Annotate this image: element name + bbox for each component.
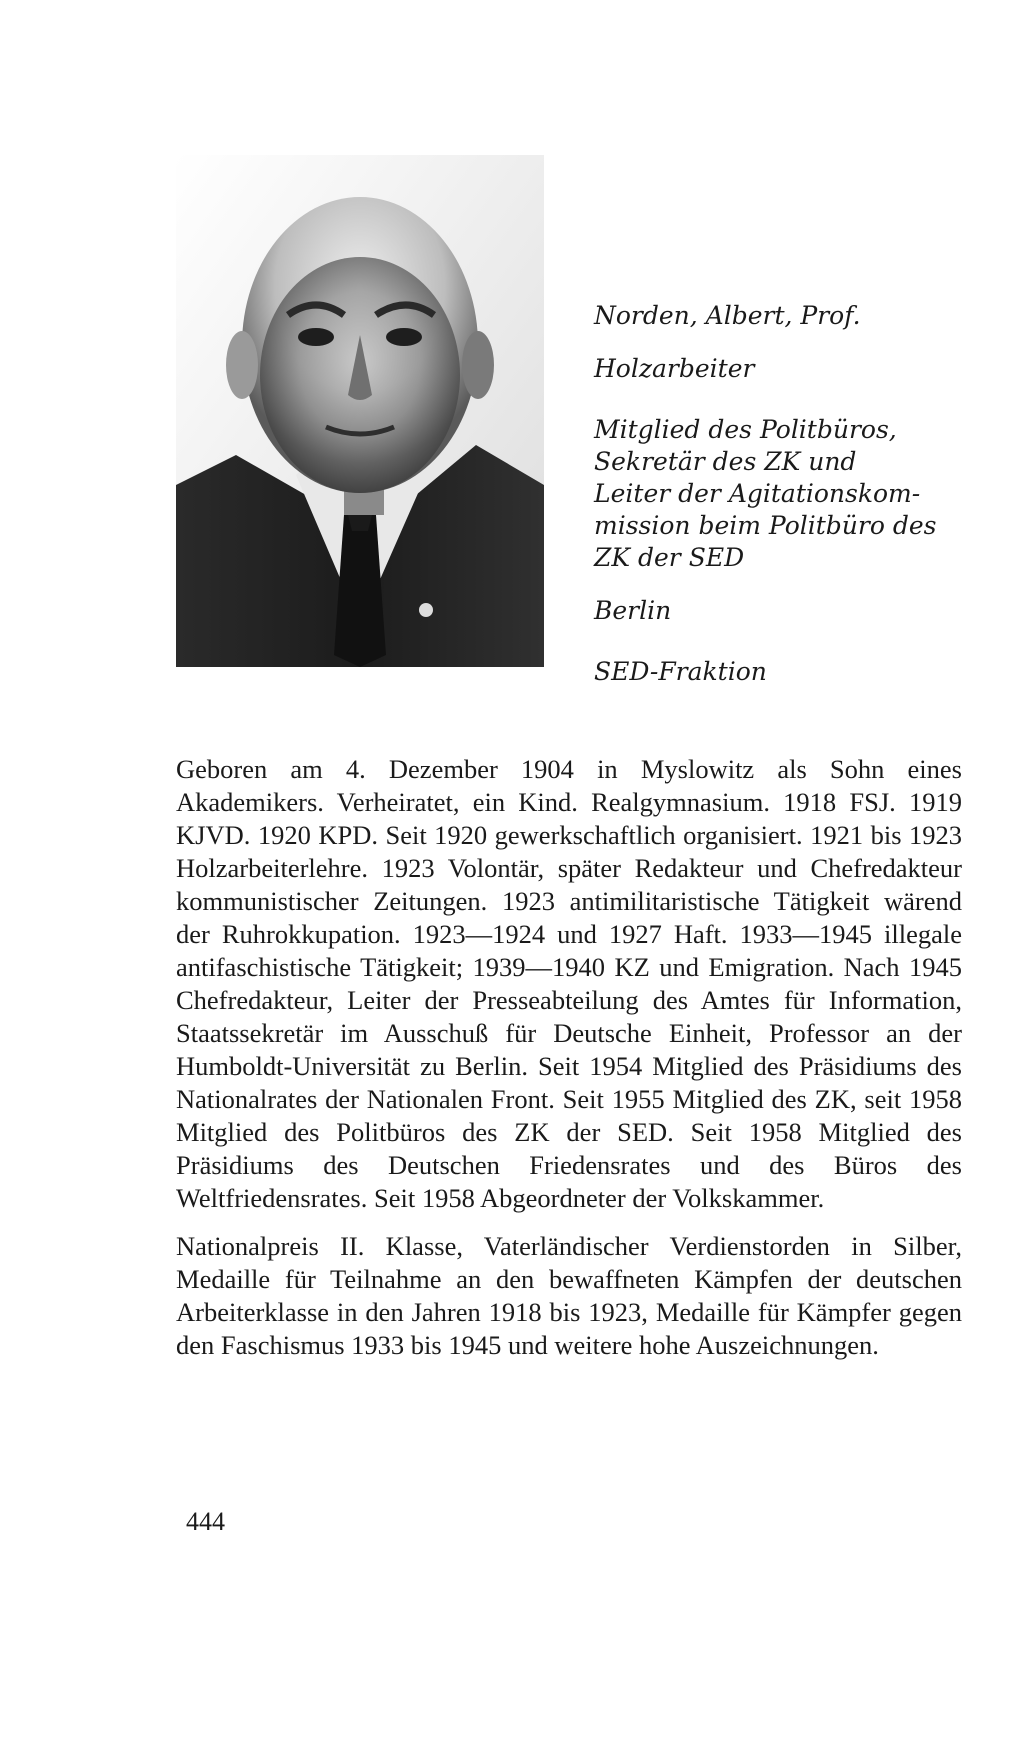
page-number: 444 [186, 1507, 225, 1536]
functions-line: mission beim Politbüro des [594, 511, 937, 540]
faction: SED-Fraktion [594, 657, 767, 686]
profession: Holzarbeiter [594, 354, 755, 383]
portrait-photo [176, 155, 544, 667]
person-name: Norden, Albert, Prof. [594, 301, 861, 330]
place: Berlin [594, 596, 672, 625]
body-text [176, 753, 962, 1362]
biography-paragraph: Geboren am 4. Dezember 1904 in Myslowitz als Sohn eines Akademikers. Verheiratet, ein Kind. Realgymnasium. 1918 FSJ. 1919 KJVD. 1920 KPD. Seit 1920 gewerkschaftlich organisiert. 1921 bis 1923 Holzarbeiterlehre. 1923 Volontär, später Redakteur und Chefredakteur kommunistischer Zeitungen. 1923 antimilitaristische Tätigkeit wärend der Ruhrokkupation. 1923—1924 und 1927 Haft. 1933—1945 illegale antifaschistische Tätigkeit; 1939—1940 KZ und Emigration. Nach 1945 Chefredakteur, Leiter der Presseabteilung des Amtes für Information, Staatssekretär im Ausschuß für Deutsche Einheit, Professor an der Humboldt-Universität zu Berlin. Seit 1954 Mitglied des Präsidiums des Nationalrates der Nationalen Front. Seit 1955 Mitglied des ZK, seit 1958 Mitglied des Politbüros des ZK der SED. Seit 1958 Mitglied des Präsidiums des Deutschen Friedensrates und des Büros des Weltfriedensrates. Seit 1958 Abgeordneter der Volkskammer. [176, 754, 962, 1213]
functions [594, 414, 994, 574]
portrait-illustration [176, 155, 544, 667]
functions-line: ZK der SED [594, 543, 745, 572]
caption-block [594, 300, 994, 688]
functions-line: Mitglied des Politbüros, [594, 415, 897, 444]
functions-line: Leiter der Agitationskom- [594, 479, 921, 508]
awards-paragraph: Nationalpreis II. Klasse, Vaterländischer Verdienstorden in Silber, Medaille für Teilnahme an den bewaffneten Kämpfen der deutschen Arbeiterklasse in den Jahren 1918 bis 1923, Medaille für Kämpfer gegen den Faschismus 1933 bis 1945 und weitere hohe Auszeichnungen. [176, 1231, 962, 1360]
functions-line: Sekretär des ZK und [594, 447, 857, 476]
